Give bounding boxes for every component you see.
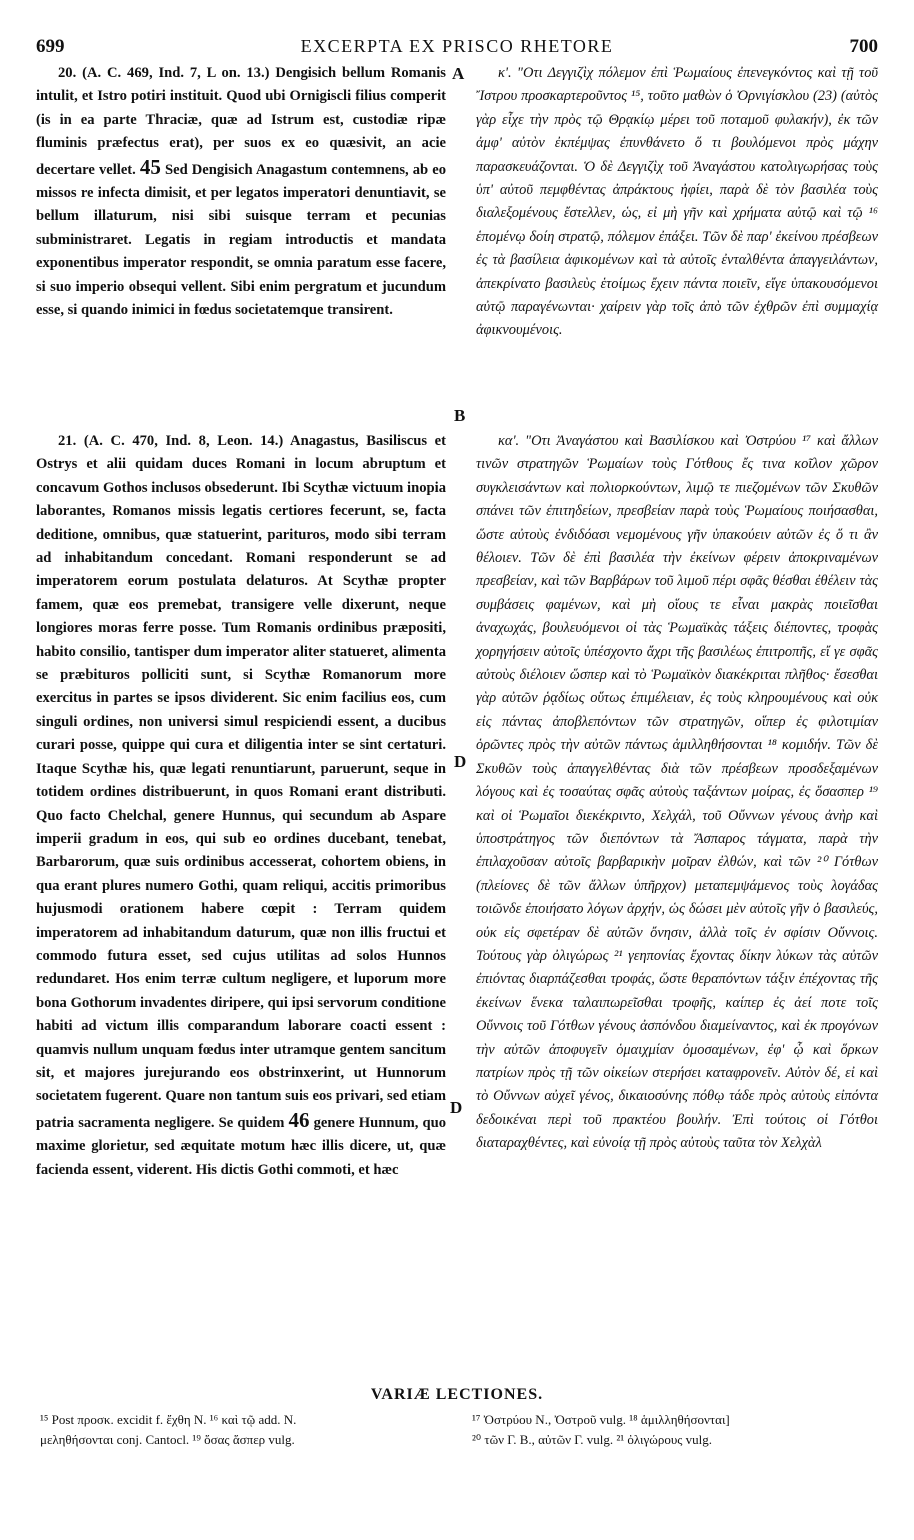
variant-note-line: ¹⁵ Post προσκ. excidit f. ἔχθη N. ¹⁶ καὶ τῷ add. N. (40, 1412, 297, 1427)
margin-letter: D (450, 1098, 463, 1117)
page-number-left: 699 (36, 36, 65, 57)
greek-column-section-21 (476, 430, 878, 1156)
greek-column-section-20 (476, 62, 878, 343)
page-number-right: 700 (849, 36, 878, 57)
running-header (36, 36, 878, 58)
edition-page-marker: 46 (288, 1107, 310, 1132)
latin-text: 21. (A. C. 470, Ind. 8, Leon. 14.) Anagastus, Basiliscus et Ostrys et alii quidam duces Romani in locum abruptum et concavum Gothos inclusos obsederunt. Ibi Scythæ victuum inopia laborantes, Romanos missis legatis certiores fecerunt, se, facta deditione, omnibus, quæ statuerint, parituros, modo sibi terram ad inhabitandum concedant. Romani responderunt se ad imperatorem eorum postulata delaturos. At Scythæ propter famem, quæ eos premebat, transigere velle dixerunt, neque longiores moras ferre posse. Tum Romanis ordinibus præpositi, habito consilio, tantisper dum imperator aliter statueret, alimenta se præbituros polliciti sunt, si Scythæ Romanorum more exercitus in partes se ipsos dividerent. Sic enim facilius eos, cum singuli ordines, non universi simul respiciendi essent, a ducibus curari posse, quippe qui cura et diligentia inter se sint certaturi. Itaque Scythæ his, quæ legati renuntiarunt, paruerunt, seque in totidem ordines distribuerunt, in quos Romani erant distributi. Quo facto Chelchal, genere Hunnus, qui secundum ab Aspare imperii gradum in eos, qui sub eo ordines ducebant, tenebat, Barbarorum, quæ suis ordinibus accesserat, cohortem obiens, in qua erant plures numero Gothi, quam reliqui, accitis primoribus hujusmodi orationem habere cœpit : Terram quidem imperatorem ad inhabitandum daturum, quæ non illis fructui et commodo futura esset, sed cujus utilitas ad solos Hunnos redundaret. Hos enim terræ cultum negligere, et luporum more bona Gothorum invadentes diripere, qui ipsi servorum conditione habiti ad victum illis comparandum laborare coacti essent : quamvis nullum unquam fœdus inter utramque gentem sancitum sit, et majores jurejurando eos obstrinxerint, ut Hunnorum societatem fugerent. Quare non tantum suis eos privari, sed etiam patria sacramenta negligere. Se quidem (36, 433, 446, 1131)
latin-column-section-20 (36, 62, 446, 322)
margin-letter: D (454, 752, 467, 771)
variant-note-line: ¹⁷ Ὀστρύου N., Ὀστροῦ vulg. ¹⁸ ἁμιλληθήσονται] (472, 1412, 730, 1427)
edition-page-marker: 45 (139, 154, 161, 179)
variant-note-line: μεληθήσονται conj. Cantocl. ¹⁹ ὅσας ἅσπερ vulg. (40, 1432, 295, 1447)
margin-letter: B (454, 406, 466, 425)
latin-column-section-21 (36, 430, 446, 1182)
margin-letter: A (452, 64, 465, 83)
latin-text: genere Hunnum, quo maxime glorietur, sed æquitate motum hæc illis dicere, ut, quæ facienda essent, viderent. His dictis Gothi commoti, et hæc (36, 1114, 446, 1178)
latin-text: 20. (A. C. 469, Ind. 7, L on. 13.) Dengisich bellum Romanis intulit, et Istro potiri instituit. Quod ubi Ornigiscli filius comperit (is in ea parte Thraciæ, quæ ad Istrum est, custodiæ ripæ fluminis præfectus erat), per suos ex eo quæsivit, an acie decertare vellet. (36, 65, 446, 178)
running-title: EXCERPTA EX PRISCO RHETORE (300, 36, 614, 56)
greek-paragraph-20: κʹ. "Οτι Δεγγιζὶχ πόλεμον ἐπὶ Ῥωμαίους ἐπενεγκόντος καὶ τῇ τοῦ Ἴστρου προσκαρτεροῦντος ¹⁵, τοῦτο μαθὼν ὁ Ὀρνιγίσκλου (23) (αὐτὸς γὰρ εἶχε τὴν πρὸς τῷ Θρᾳκίῳ μέρει τοῦ ποταμοῦ φυλακήν), ἐκ τῶν ἀμφ' αὐτὸν ἐκπέμψας ἐπυνθάνετο ὅ τι βουλόμενοι πρὸς μάχην παρασκευάζονται. Ὁ δὲ Δεγγιζὶχ τοῦ Ἀναγάστου κατολιγωρήσας τοὺς ὑπ' αὐτοῦ πεμφθέντας ἀπράκτους ἠφίει, παρὰ δὲ τὸν βασιλέα τοὺς διαλεξομένους ἔστελλεν, ὡς, εἰ μὴ γῆν καὶ χρήματα αὐτῷ καὶ τῷ ¹⁶ ἑπομένῳ δοίη στρατῷ, πόλεμον ἐπάξει. Τῶν δὲ παρ' ἐκείνου πρέσβεων ἐς τὰ βασίλεια ἀφικομένων καὶ τὰ αὐτοῖς ἐνταλθέντα ἀπαγγειλάντων, ἀπεκρίνατο βασιλεὺς ἑτοίμως ἔχειν πάντα ποιεῖν, εἴγε ὑπακουσόμενοι αὐτῷ παραγένωνται· χαίρειν γὰρ τοῖς ἀπὸ τῶν ἐχθρῶν ἐπὶ συμμαχίᾳ ἀφικνουμένοις. (476, 65, 878, 339)
latin-text: Sed Dengisich Anagastum contemnens, ab eo missos re infecta dimisit, et per legatos imperatori denuntiavit, se bellum illaturum, nisi sibi suisque terram et pecunias subministraret. Legatis in regiam introductis et mandata exponentibus imperator respondit, se omnia paratum esse facere, si suo imperio obsequi vellent. Sibi enim pergratum et jucundum esse, si quando inimici in fœdus societatemque transirent. (36, 161, 446, 319)
variae-lectiones-heading: VARIÆ LECTIONES. (370, 1386, 544, 1403)
latin-paragraph-20 (36, 62, 446, 322)
greek-paragraph-21: καʹ. "Οτι Ἀναγάστου καὶ Βασιλίσκου καὶ Ὀστρύου ¹⁷ καὶ ἄλλων τινῶν στρατηγῶν Ῥωμαίων τοὺς Γότθους ἔς τινα κοῖλον χῶρον συγκλεισάντων καὶ πολιορκούντων, λιμῷ τε πιεζομένων τῶν Σκυθῶν σπάνει τῶν ἐπιτηδείων, πρεσβείαν παρὰ τοὺς Ῥωμαίους ποιήσασθαι, ὥστε αὐτοὺς ἐνδιδόασι νεμομένους γῆν ὑπακούειν αὐτῶν ἐς ὅ τι ἂν θέλοιεν. Τῶν δὲ ἐπὶ βασιλέα τὴν ἐκείνων φέρειν ἀποκριναμένων πρεσβείαν, καὶ τῶν Βαρβάρων τοῦ λιμοῦ πέρι σφᾶς θέσθαι ἐθέλειν τὰς συμβάσεις φαμένων, καὶ μὴ οἵους τε εἶναι μακρὰς ποιεῖσθαι ἀναχωχάς, βουλευόμενοι οἱ τὰς Ῥωμαϊκὰς τάξεις διέποντες, τροφὰς χορηγήσειν αὐτοῖς ὑπέσχοντο ἄχρι τῆς βασιλέως ἐπιτροπῆς, εἴ γε σφᾶς αὐτοὺς διέλοιεν ὥσπερ καὶ τὸ Ῥωμαϊκὸν διακέκριται πλῆθος· ἔσεσθαι γὰρ αὐτῶν ῥᾳδίως οὕτως ἐπιμέλειαν, ἐς τοὺς κληρουμένους καὶ οὐκ εἰς πάντας ἀποβλεπόντων τῶν στρατηγῶν, οἵπερ ἐς φιλοτιμίαν ὁρῶντες πρὸς τὴν αὐτῶν πάντως ἁμιλληθήσονται ¹⁸ κομιδήν. Τῶν δὲ Σκυθῶν τοὺς ἀπαγγελθέντας διὰ τῶν πρέσβεων προσδεξαμένων λόγους καὶ ἐς τοσαύτας σφᾶς αὐτοὺς ταξάντων μοίρας, ἐς ὅσασπερ ¹⁹ καὶ οἱ Ῥωμαῖοι διεκέκριντο, Χελχάλ, τοῦ Οὔννων γένους ἀνὴρ καὶ ὑποστράτηγος τῶν διεπόντων τὰ Ἄσπαρος τάγματα, παρὰ τὴν ἐπιλαχοῦσαν αὐτοῖς βαρβαρικὴν μοῖραν ἐλθών, καὶ τῶν ²⁰ Γότθων (πλείονες δὲ τῶν ἄλλων ὑπῆρχον) μεταπεμψάμενος τοὺς λογάδας τοιῶνδε ἐποιήσατο λόγων ἀρχήν, ὡς δώσει μὲν αὐτοῖς γῆν ὁ βασιλεύς, οὐκ εἰς σφετέραν δὲ αὐτῶν ὄνησιν, ἀλλὰ τοῖς ἐν σφίσιν Οὔννοις. Τούτους γὰρ ὀλιγώρως ²¹ γεηπονίας ἔχοντας δίκην λύκων τὰς αὐτῶν ἐπιόντας διαρπάζεσθαι τροφάς, ὥστε θεραπόντων τάξιν ἐπέχοντας τῆς ἐκείνων ἕνεκα ταλαιπωρεῖσθαι τροφῆς, καίπερ ἐς ἀεί ποτε τοῖς Οὔννοις τοῦ Γότθων γένους ἀσπόνδου διαμείναντος, καὶ ἐκ προγόνων τὴν αὐτῶν ἀποφυγεῖν ὁμαιχμίαν ὀμοσαμένων, ἐφ' ᾧ καὶ ὅρκων πατρίων πρὸς τῇ τῶν οἰκείων στερήσει καταφρονεῖν. Αὐτὸν δέ, εἰ καὶ τὸ Οὔννων αὐχεῖ γένος, δικαιοσύνης πόθῳ τάδε πρὸς αὐτοὺς εἰπόντα δεδοικέναι περὶ τοῦ πρακτέου βουλήν. Ἐπὶ τούτοις οἱ Γότθοι διαταραχθέντες, καὶ εὐνοίᾳ τῇ πρὸς αὐτοὺς ταῦτα τὸν Χελχὰλ (476, 433, 878, 1152)
latin-paragraph-21 (36, 430, 446, 1182)
variant-note-line: ²⁰ τῶν Γ. B., αὐτῶν Γ. vulg. ²¹ ὀλιγώρους vulg. (472, 1432, 713, 1447)
